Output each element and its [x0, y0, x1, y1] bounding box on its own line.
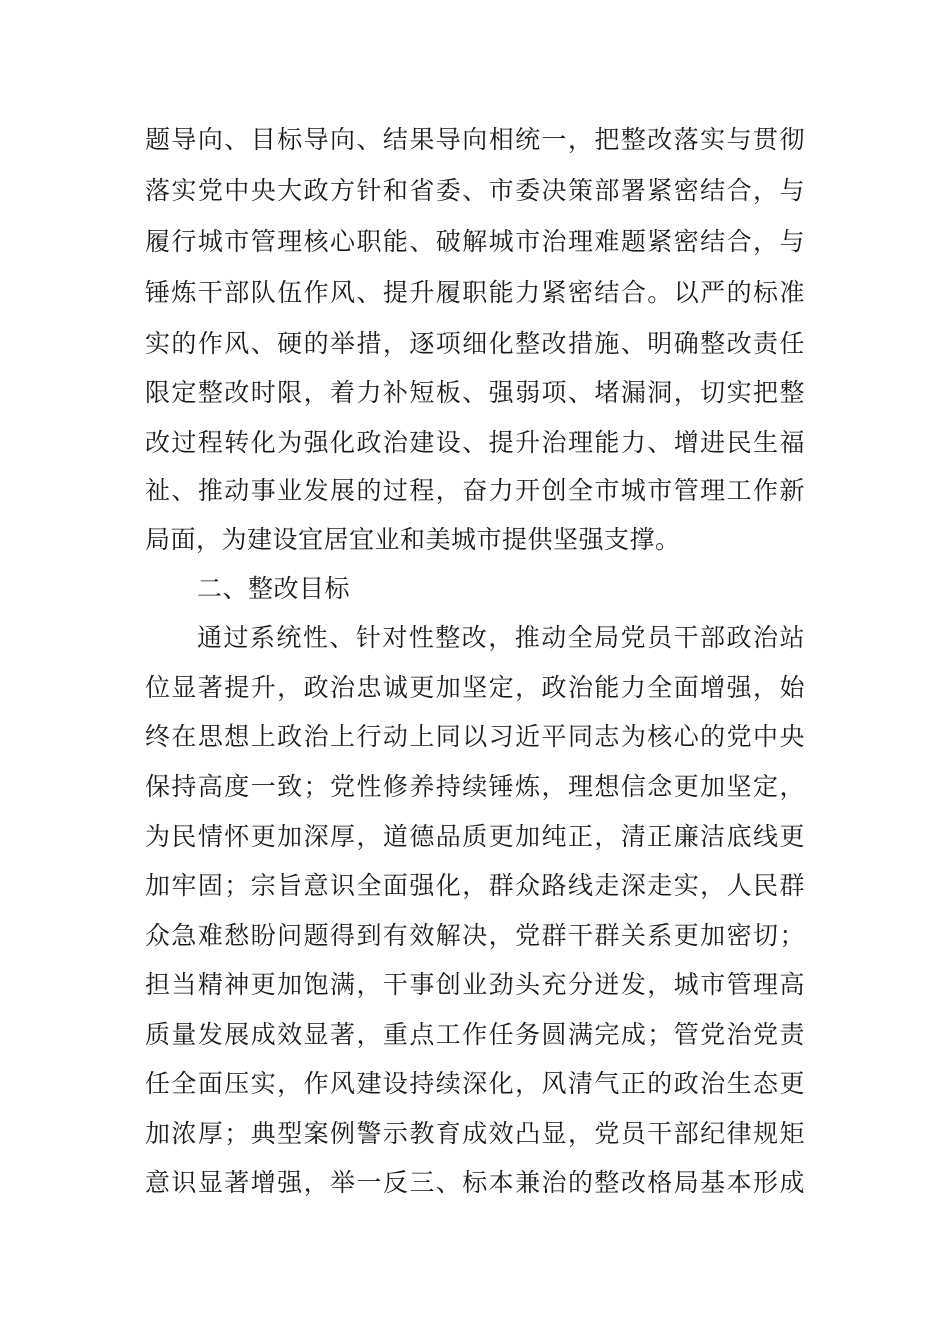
paragraph-first-line: 通过系统性、针对性整改，推动全局党员干部政治站: [197, 623, 805, 652]
text-line: 改过程转化为强化政治建设、提升治理能力、增进民生福: [145, 428, 805, 457]
text-line: 任全面压实，作风建设持续深化，风清气正的政治生态更: [145, 1069, 805, 1098]
text-line: 担当精神更加饱满，干事创业劲头充分迸发，城市管理高: [145, 970, 805, 999]
text-line: 意识显著增强，举一反三、标本兼治的整改格局基本形成: [145, 1168, 805, 1197]
text-line: 限定整改时限，着力补短板、强弱项、堵漏洞，切实把整: [145, 378, 805, 407]
text-line: 实的作风、硬的举措，逐项细化整改措施、明确整改责任: [145, 329, 805, 358]
text-line: 祉、推动事业发展的过程，奋力开创全市城市管理工作新: [145, 476, 805, 505]
text-line: 质量发展成效显著，重点工作任务圆满完成；管党治党责: [145, 1020, 805, 1049]
text-line: 履行城市管理核心职能、破解城市治理难题紧密结合，与: [145, 227, 805, 256]
section-heading: 二、整改目标: [197, 574, 351, 603]
text-line: 落实党中央大政方针和省委、市委决策部署紧密结合，与: [145, 176, 805, 205]
text-line: 锤炼干部队伍作风、提升履职能力紧密结合。以严的标准: [145, 278, 805, 307]
text-line: 众急难愁盼问题得到有效解决，党群干群关系更加密切；: [145, 921, 805, 950]
text-line: 保持高度一致；党性修养持续锤炼，理想信念更加坚定，: [145, 772, 805, 801]
text-line: 加牢固；宗旨意识全面强化，群众路线走深走实，人民群: [145, 871, 805, 900]
text-line: 局面，为建设宜居宜业和美城市提供坚强支撑。: [145, 525, 681, 554]
text-line: 题导向、目标导向、结果导向相统一，把整改落实与贯彻: [145, 125, 805, 154]
text-line: 加浓厚；典型案例警示教育成效凸显，党员干部纪律规矩: [145, 1119, 805, 1148]
text-line: 终在思想上政治上行动上同以习近平同志为核心的党中央: [145, 722, 805, 751]
text-line: 为民情怀更加深厚，道德品质更加纯正，清正廉洁底线更: [145, 822, 805, 851]
text-line: 位显著提升，政治忠诚更加坚定，政治能力全面增强，始: [145, 673, 805, 702]
